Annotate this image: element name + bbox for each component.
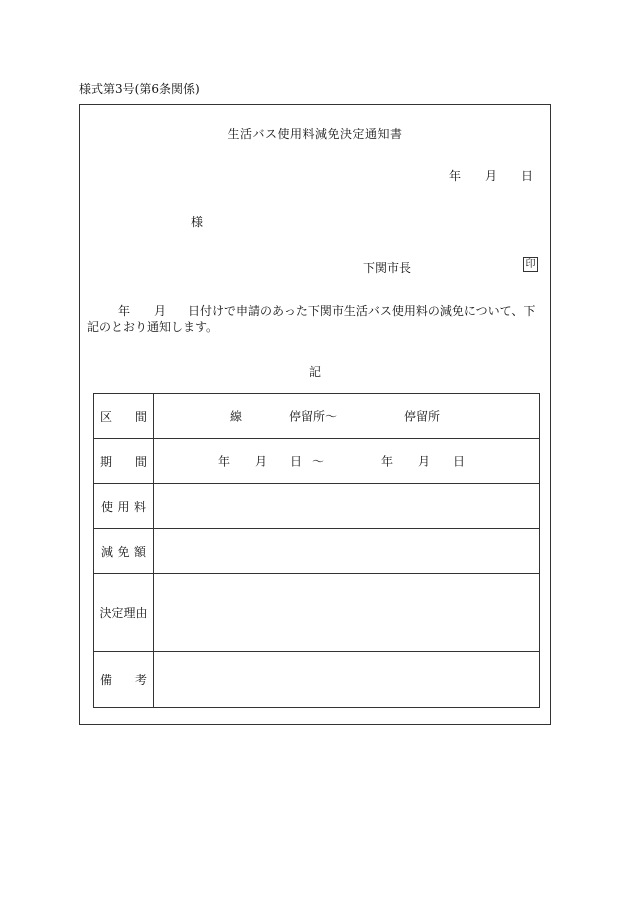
notice-frame [79,104,551,725]
route-value [154,394,540,439]
fee-value [154,484,540,529]
remarks-label: 備 考 [94,652,154,708]
table-row-fee [94,484,540,529]
body-month-label: 月 [154,304,167,318]
addressee-suffix: 様 [191,215,204,229]
details-table [93,393,540,708]
period-from-month: 月 [255,454,268,469]
date-day-label: 日 [520,169,533,183]
table-row-route [94,394,540,439]
body-year-label: 年 [118,304,131,318]
reason-value [154,574,540,652]
issue-date [449,167,533,184]
period-from-year: 年 [218,454,231,469]
period-from-day: 日 [290,454,303,469]
body-text: 日付けで申請のあった下関市生活バス使用料の減免について、下記のとおり通知します。 [87,304,536,334]
period-tilde: 〜 [312,454,325,469]
seal-mark: 印 [523,257,538,272]
form-number: 様式第3号(第6条関係) [79,82,200,96]
date-year-label: 年 [448,169,461,183]
period-to-day: 日 [453,454,466,469]
route-line-label: 線 [230,409,243,424]
route-stop-to-label: 停留所 [404,409,441,424]
notice-body [87,303,544,335]
route-stop-from-label: 停留所〜 [289,409,338,424]
ki-heading: 記 [308,365,321,379]
reduction-label: 減 免 額 [94,529,154,574]
table-row-reason [94,574,540,652]
reason-label: 決定理由 [94,574,154,652]
fee-label: 使 用 料 [94,484,154,529]
issuer-name: 下関市長 [363,261,412,275]
document-title: 生活バス使用料減免決定通知書 [227,127,403,141]
table-row-period [94,439,540,484]
period-value [154,439,540,484]
period-to-month: 月 [418,454,431,469]
period-label: 期 間 [94,439,154,484]
table-row-reduction [94,529,540,574]
reduction-value [154,529,540,574]
table-row-remarks [94,652,540,708]
remarks-value [154,652,540,708]
date-month-label: 月 [484,169,497,183]
route-label: 区 間 [94,394,154,439]
period-to-year: 年 [381,454,394,469]
